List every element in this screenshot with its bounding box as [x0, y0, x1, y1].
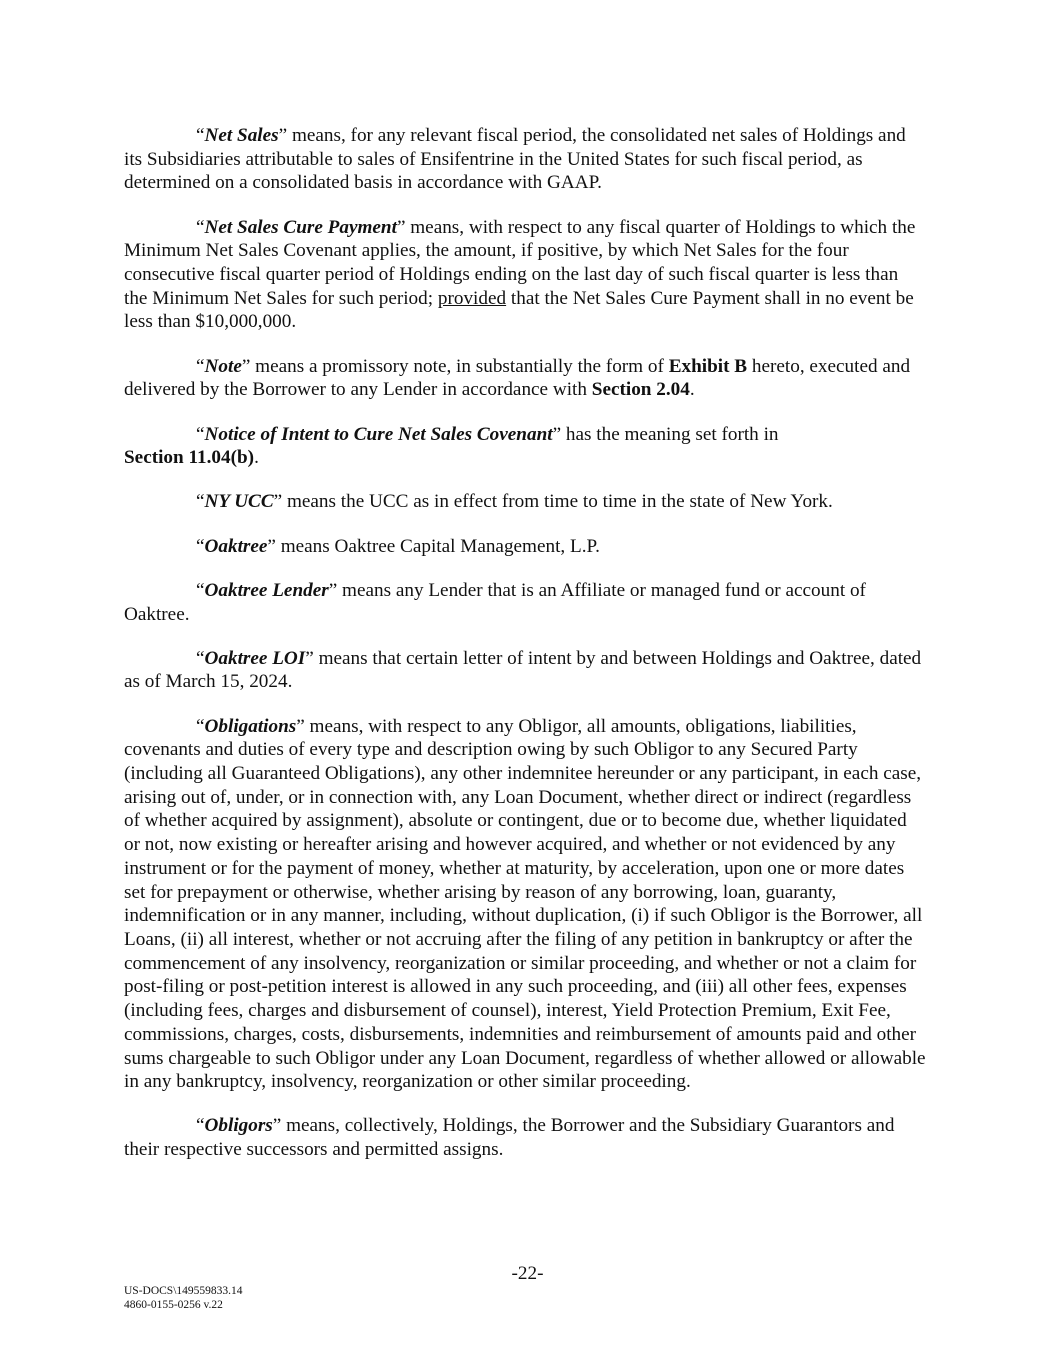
definition-text: “: [196, 423, 205, 445]
definition-text: .: [689, 379, 695, 401]
definition-net-sales-cure-payment: [124, 216, 926, 335]
defined-term: Net Sales: [204, 125, 279, 146]
definition-text: “: [196, 715, 205, 737]
definition-oaktree-loi: [124, 647, 926, 694]
defined-term: Obligors: [204, 1115, 273, 1137]
defined-term: Oaktree Lender: [204, 579, 329, 601]
definition-text: “: [196, 647, 205, 669]
definitions-section: [124, 124, 926, 1182]
definition-text: “: [196, 1115, 205, 1137]
definition-text: that the Net Sales Cure Payment shall in no event be less than $10,000,000.: [124, 287, 914, 333]
definition-notice-of-intent: [124, 423, 926, 470]
definition-text: ” means, for any relevant fiscal period, the consolidated net sales of Holdings and its Subsidiaries attributable to sales of Ensifentrine in the United States for such fiscal period, as determined on a consolidated basis in accordance with GAAP.: [124, 125, 906, 194]
definition-text: hereto, executed and delivered by the Borrower to any Lender in accordance with: [124, 355, 911, 401]
footer-doc-id: US-DOCS\149559833.14: [124, 1285, 243, 1297]
footer-version-id: 4860-0155-0256 v.22: [124, 1299, 223, 1311]
defined-term: Notice of Intent to Cure Net Sales Covenant: [204, 423, 553, 445]
definition-text: ” means, with respect to any Obligor, all amounts, obligations, liabilities, covenants and duties of every type and description owing by such Obligor to any Secured Party (including all Guaranteed Obligations), any other indemnitee hereunder or any participant, in each case, arising out of, under, or in connection with, any Loan Document, whether direct or indirect (regardless of whether acquired by assignment), absolute or contingent, due or to become due, whether liquidated or not, now existing or hereafter arising and however acquired, and whether or not evidenced by any instrument or for the payment of money, whether at maturity, by acceleration, upon one or more dates set for prepayment or otherwise, whether arising by reason of any borrowing, loan, guaranty, indemnification or in any manner, including, without duplication, (i) if such Obligor is the Borrower, all Loans, (ii) all interest, whether or not accruing after the filing of any petition in bankruptcy or after the commencement of any insolvency, reorganization or similar proceeding, and whether or not a claim for post-filing or post-petition interest is allowed in any such proceeding, and (iii) all other fees, expenses (including fees, charges and disbursement of counsel), interest, Yield Protection Premium, Exit Fee, commissions, charges, costs, disbursements, indemnities and reimbursement of amounts paid and other sums chargeable to such Obligor under any Loan Document, regardless of whether allowed or allowable in any bankruptcy, insolvency, reorganization or other similar proceeding.: [124, 715, 926, 1093]
cross-reference: Exhibit B: [668, 355, 748, 377]
definition-text: “: [196, 125, 205, 146]
definition-text: ” has the meaning set forth in: [552, 423, 779, 445]
document-footer: [124, 1284, 243, 1312]
definition-text: “: [196, 355, 205, 377]
definition-text: “: [196, 579, 205, 601]
definition-text: ” means any Lender that is an Affiliate or managed fund or account of Oaktree.: [124, 579, 866, 625]
definition-text: “: [196, 491, 205, 513]
definition-text: “: [196, 535, 205, 557]
defined-term: Oaktree: [204, 535, 268, 557]
definition-oaktree-lender: [124, 579, 926, 626]
definition-oaktree: [124, 535, 926, 559]
underlined-text: provided: [437, 287, 507, 309]
definition-text: ” means Oaktree Capital Management, L.P.: [267, 535, 600, 557]
definition-text: “: [196, 216, 205, 238]
defined-term: NY UCC: [204, 491, 274, 513]
defined-term: Oaktree LOI: [204, 647, 306, 669]
definition-text: .: [254, 447, 259, 469]
definition-net-sales: [124, 124, 926, 195]
definition-text: ” means, with respect to any fiscal quarter of Holdings to which the Minimum Net Sales Covenant applies, the amount, if positive, by which Net Sales for the four consecutive fiscal quarter period of Holdings ending on the last day of such fiscal quarter is less than the Minimum Net Sales for such period;: [124, 216, 916, 309]
defined-term: Obligations: [204, 715, 297, 737]
definition-text: ” means that certain letter of intent by and between Holdings and Oaktree, dated as of March 15, 2024.: [124, 647, 922, 693]
definition-obligations: [124, 715, 926, 1094]
defined-term: Note: [204, 355, 242, 377]
cross-reference: Section 2.04: [591, 379, 690, 401]
page-number: -22-: [511, 1263, 544, 1284]
definition-text: ” means, collectively, Holdings, the Borrower and the Subsidiary Guarantors and their respective successors and permitted assigns.: [124, 1115, 895, 1161]
definition-obligors: [124, 1114, 926, 1161]
cross-reference: Section 11.04(b): [124, 447, 255, 469]
definition-note: [124, 355, 926, 402]
definition-text: ” means a promissory note, in substantially the form of: [241, 355, 669, 377]
defined-term: Net Sales Cure Payment: [204, 216, 397, 238]
definition-ny-ucc: [124, 490, 926, 514]
definition-text: ” means the UCC as in effect from time to time in the state of New York.: [273, 491, 833, 513]
